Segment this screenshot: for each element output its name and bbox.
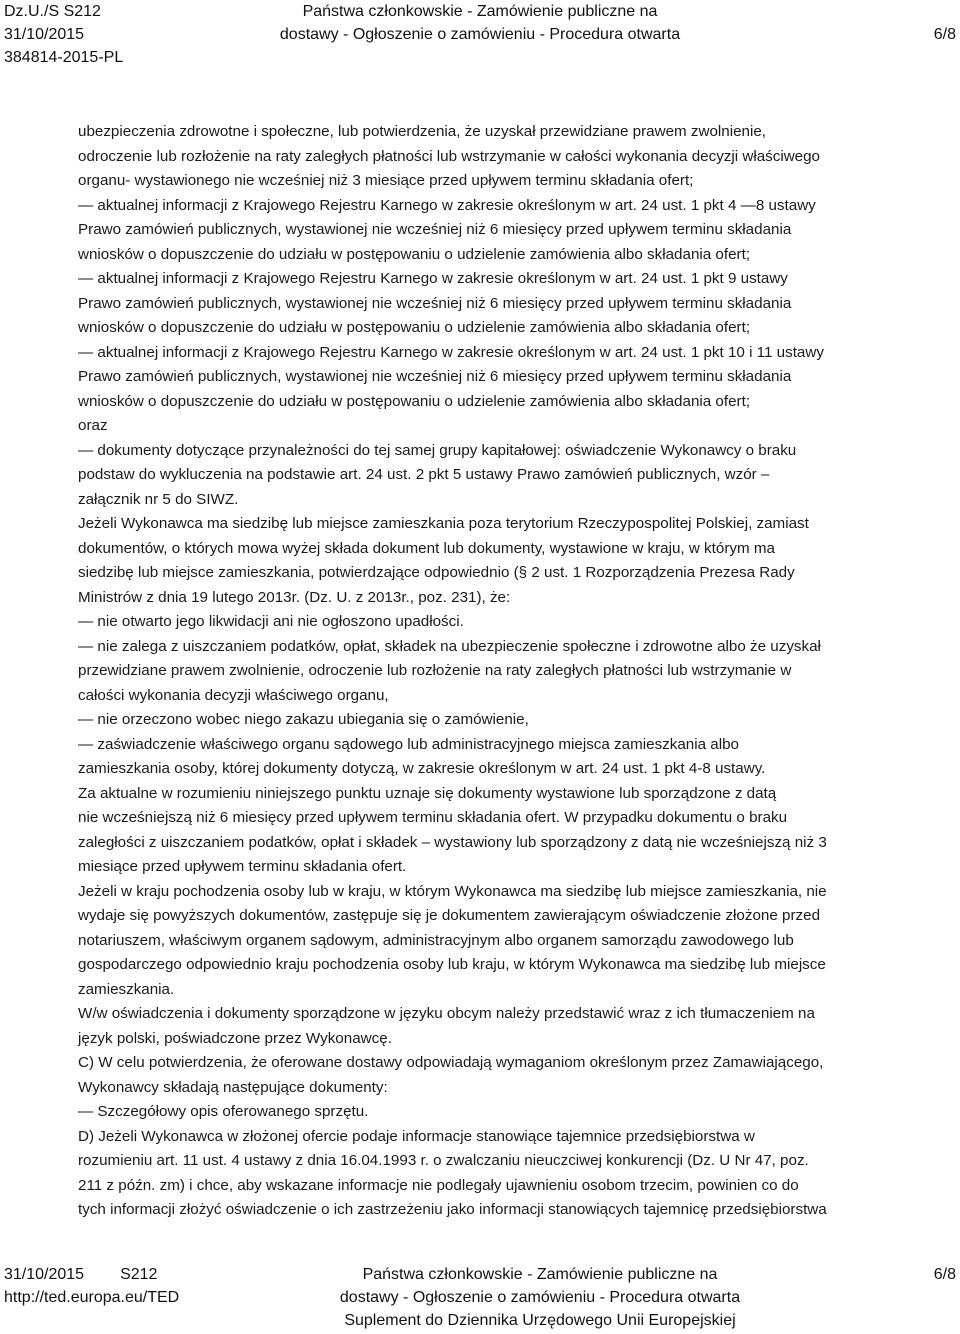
body-line: wniosków o dopuszczenie do udziału w postępowaniu o udzielenie zamówienia albo składania ofert; bbox=[78, 245, 751, 263]
body-line: Prawo zamówień publicznych, wystawionej nie wcześniej niż 6 miesięcy przed upływem terminu składania bbox=[78, 368, 792, 385]
body-line: przewidziane prawem zwolnienie, odroczenie lub rozłożenie na raty zaległych płatności lub wstrzymanie w bbox=[78, 662, 792, 679]
body-line: W/w oświadczenia i dokumenty sporządzone w języku obcym należy przedstawić wraz z ich tłumaczeniem na bbox=[78, 1005, 815, 1022]
body-line: Ministrów z dnia 19 lutego 2013r. (Dz. U. z 2013r., poz. 231), że: bbox=[78, 588, 511, 606]
body-line: Prawo zamówień publicznych, wystawionej nie wcześniej niż 6 miesięcy przed upływem terminu składania bbox=[78, 221, 792, 238]
footer-date: 31/10/2015 bbox=[4, 1266, 85, 1283]
body-line: ubezpieczenia zdrowotne i społeczne, lub potwierdzenia, że uzyskał przewidziane prawem zwolnienie, bbox=[78, 123, 767, 140]
body-line: wniosków o dopuszczenie do udziału w postępowaniu o udzielenie zamówienia albo składania ofert; bbox=[78, 392, 751, 410]
body-line: całości wykonania decyzji właściwego organu, bbox=[78, 686, 389, 704]
body-line: Wykonawcy składają następujące dokumenty: bbox=[78, 1078, 388, 1096]
body-line: zaległości z uiszczaniem podatków, opłat i składek – wystawiony lub sporządzony z datą nie wcześniejszą niż 3 bbox=[78, 833, 827, 851]
body-line: — nie otwarto jego likwidacji ani nie ogłoszono upadłości. bbox=[78, 613, 464, 630]
body-line: Jeżeli w kraju pochodzenia osoby lub w kraju, w którym Wykonawca ma siedzibę lub miejsce zamieszkania, nie bbox=[78, 882, 827, 900]
body-line: organu- wystawionego nie wcześniej niż 3 miesiące przed upływem terminu składania ofert; bbox=[78, 172, 694, 189]
body-line: odroczenie lub rozłożenie na raty zaległych płatności lub wstrzymanie w całości wykonania decyzji właściwego bbox=[78, 147, 821, 165]
footer-page-number: 6/8 bbox=[933, 1266, 956, 1283]
body-line: — nie zalega z uiszczaniem podatków, opłat, składek na ubezpieczenie społeczne i zdrowotne albo że uzyskał bbox=[78, 637, 821, 655]
body-line: wydaje się powyższych dokumentów, zastępuje się je dokumentem zawierającym oświadczenie złożone przed bbox=[78, 907, 821, 924]
body-line: podstaw do wykluczenia na podstawie art. 24 ust. 2 pkt 5 ustawy Prawo zamówień publicznych, wzór – bbox=[78, 466, 770, 483]
body-line: — nie orzeczono wobec niego zakazu ubiegania się o zamówienie, bbox=[78, 711, 529, 728]
header-date: 31/10/2015 bbox=[4, 26, 85, 43]
body-line: tych informacji złożyć oświadczenie o ich zastrzeżeniu jako informacji stanowiących tajemnicę przedsiębiorstwa bbox=[78, 1201, 827, 1218]
body-line: — aktualnej informacji z Krajowego Rejestru Karnego w zakresie określonym w art. 24 ust. 1 pkt 4 —8 ustawy bbox=[78, 196, 816, 214]
footer-url[interactable]: http://ted.europa.eu/TED bbox=[4, 1289, 180, 1306]
footer-code: S212 bbox=[120, 1266, 158, 1283]
body-line: — dokumenty dotyczące przynależności do tej samej grupy kapitałowej: oświadczenie Wykonawcy o braku bbox=[78, 441, 797, 459]
body-text bbox=[78, 120, 958, 1223]
body-line: Jeżeli Wykonawca ma siedzibę lub miejsce zamieszkania poza terytorium Rzeczypospolitej Polskiej, zamiast bbox=[78, 515, 809, 532]
header-journal-ref: Dz.U./S S212 bbox=[4, 3, 101, 20]
body-line: — zaświadczenie właściwego organu sądowego lub administracyjnego miejsca zamieszkania albo bbox=[78, 735, 739, 753]
body-line: gospodarczego odpowiednio kraju pochodzenia osoby lub kraju, w którym Wykonawca ma siedzibę lub miejsce bbox=[78, 956, 826, 973]
body-line: C) W celu potwierdzenia, że oferowane dostawy odpowiadają wymaganiom określonym przez Zamawiającego, bbox=[78, 1054, 824, 1071]
header-title-line: dostawy - Ogłoszenie o zamówieniu - Procedura otwarta bbox=[279, 26, 681, 43]
body-line: Za aktualne w rozumieniu niniejszego punktu uznaje się dokumenty wystawione lub sporządzone z datą bbox=[78, 784, 777, 802]
body-line: D) Jeżeli Wykonawca w złożonej ofercie podaje informacje stanowiące tajemnice przedsiębiorstwa w bbox=[78, 1127, 755, 1145]
body-line: wniosków o dopuszczenie do udziału w postępowaniu o udzielenie zamówienia albo składania ofert; bbox=[78, 319, 751, 336]
header-page-number: 6/8 bbox=[933, 26, 956, 43]
header-title bbox=[0, 0, 960, 46]
body-line: zamieszkania osoby, której dokumenty dotyczą, w zakresie określonym w art. 24 ust. 1 pkt 4-8 ustawy. bbox=[78, 760, 766, 777]
body-line: Prawo zamówień publicznych, wystawionej nie wcześniej niż 6 miesięcy przed upływem terminu składania bbox=[78, 294, 792, 312]
body-line: — aktualnej informacji z Krajowego Rejestru Karnego w zakresie określonym w art. 24 ust. 1 pkt 9 ustawy bbox=[78, 270, 788, 287]
body-line: oraz bbox=[78, 417, 108, 434]
body-line: notariuszem, właściwym organem sądowym, administracyjnym albo organem samorządu zawodowego lub bbox=[78, 931, 794, 949]
body-line: rozumieniu art. 11 ust. 4 ustawy z dnia 16.04.1993 r. o zwalczaniu nieuczciwej konkurencji (Dz. U Nr 47, poz. bbox=[78, 1152, 809, 1169]
body-line: siedzibę lub miejsce zamieszkania, potwierdzające odpowiednio (§ 2 ust. 1 Rozporządzenia Prezesa Rady bbox=[78, 564, 795, 581]
body-line: — Szczegółowy opis oferowanego sprzętu. bbox=[78, 1103, 369, 1120]
footer-title-line: dostawy - Ogłoszenie o zamówieniu - Procedura otwarta bbox=[339, 1289, 741, 1306]
body-line: nie wcześniejszą niż 6 miesięcy przed upływem terminu składania ofert. W przypadku dokumentu o braku bbox=[78, 809, 788, 826]
body-line: zamieszkania. bbox=[78, 980, 175, 998]
header-title-line: Państwa członkowskie - Zamówienie publiczne na bbox=[302, 3, 658, 20]
footer-supplement: Suplement do Dziennika Urzędowego Unii Europejskiej bbox=[344, 1312, 736, 1329]
body-line: 211 z późn. zm) i chce, aby wskazane informacje nie podlegały ujawnieniu osobom trzecim, powinien co do bbox=[78, 1176, 799, 1194]
body-line: miesiące przed upływem terminu składania ofert. bbox=[78, 858, 407, 875]
footer-title-line: Państwa członkowskie - Zamówienie publiczne na bbox=[362, 1266, 718, 1283]
body-line: dokumentów, o których mowa wyżej składa dokument lub dokumenty, wystawione w kraju, w którym ma bbox=[78, 539, 775, 557]
body-line: załącznik nr 5 do SIWZ. bbox=[78, 490, 239, 508]
body-line: język polski, poświadczone przez Wykonawcę. bbox=[78, 1029, 392, 1047]
body-line: — aktualnej informacji z Krajowego Rejestru Karnego w zakresie określonym w art. 24 ust. 1 pkt 10 i 11 ustawy bbox=[78, 343, 824, 361]
header-notice-number: 384814-2015-PL bbox=[4, 49, 124, 66]
footer-title bbox=[0, 1263, 960, 1332]
